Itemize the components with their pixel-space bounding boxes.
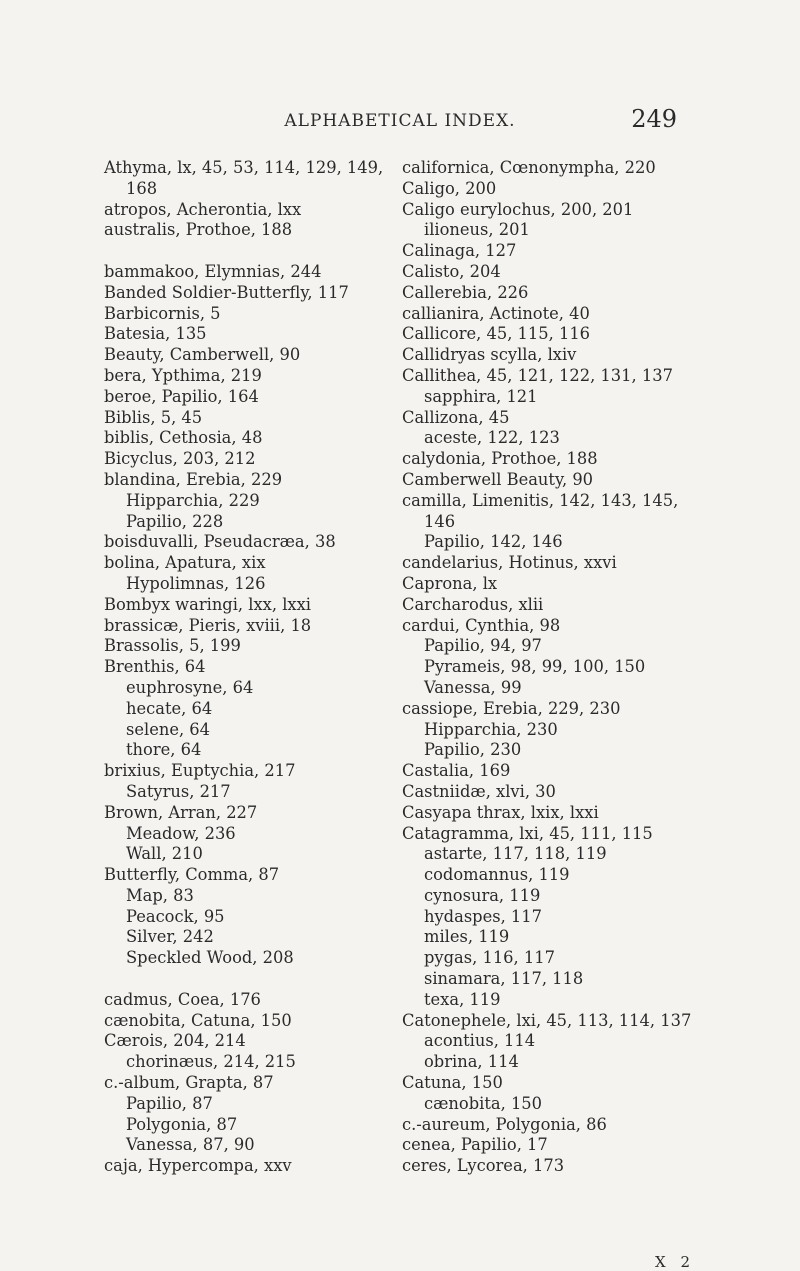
index-entry: Castalia, 169 [402, 761, 511, 781]
index-entry: ceres, Lycorea, 173 [402, 1156, 565, 1176]
index-entry: callianira, Actinote, 40 [402, 303, 590, 323]
index-entry: Callidryas scylla, lxiv [402, 345, 577, 365]
index-entry: Catagramma, lxi, 45, 111, 115 [402, 823, 653, 843]
index-subentry: texa, 119 [424, 989, 501, 1009]
index-entry: Brassolis, 5, 199 [104, 636, 241, 656]
index-entry: Camberwell Beauty, 90 [402, 469, 594, 489]
index-subentry: Pyrameis, 98, 99, 100, 150 [424, 657, 646, 677]
index-subentry: hecate, 64 [126, 698, 213, 718]
index-subentry: Meadow, 236 [126, 823, 236, 843]
index-entry: cænobita, Catuna, 150 [104, 1010, 292, 1030]
index-subentry: Satyrus, 217 [126, 781, 231, 801]
index-entry: Caligo eurylochus, 200, 201 [402, 199, 634, 219]
index-entry: Brenthis, 64 [104, 657, 206, 677]
index-subentry: sapphira, 121 [424, 386, 538, 406]
index-subentry: Vanessa, 99 [424, 677, 522, 697]
index-subentry: cænobita, 150 [424, 1093, 543, 1113]
index-entry: bammakoo, Elymnias, 244 [104, 261, 322, 281]
index-entry: cadmus, Coea, 176 [104, 989, 261, 1009]
index-entry: Calisto, 204 [402, 261, 501, 281]
index-subentry: thore, 64 [126, 740, 202, 760]
index-entry: Cærois, 204, 214 [104, 1031, 246, 1051]
index-entry: Bicyclus, 203, 212 [104, 449, 256, 469]
index-subentry: selene, 64 [126, 719, 211, 739]
index-entry: cassiope, Erebia, 229, 230 [402, 698, 621, 718]
index-subentry: codomannus, 119 [424, 865, 570, 885]
index-subentry: Map, 83 [126, 885, 194, 905]
index-subentry: Vanessa, 87, 90 [126, 1135, 255, 1155]
index-entry: beroe, Papilio, 164 [104, 386, 259, 406]
index-subentry: hydaspes, 117 [424, 906, 543, 926]
section-gap [104, 241, 379, 262]
index-entry: bolina, Apatura, xix [104, 553, 266, 573]
index-entry: blandina, Erebia, 229 [104, 469, 283, 489]
index-subentry: Papilio, 94, 97 [424, 636, 542, 656]
index-entry: Barbicornis, 5 [104, 303, 221, 323]
index-subentry: euphrosyne, 64 [126, 677, 254, 697]
page-header [0, 103, 800, 139]
index-entry: cenea, Papilio, 17 [402, 1135, 548, 1155]
index-column-right [402, 158, 707, 1177]
index-entry: Butterfly, Comma, 87 [104, 865, 280, 885]
running-title: ALPHABETICAL INDEX. [284, 111, 516, 131]
index-subentry: Papilio, 87 [126, 1093, 213, 1113]
index-entry: boisduvalli, Pseudacræa, 38 [104, 532, 336, 552]
index-subentry: Papilio, 228 [126, 511, 224, 531]
index-entry: Callerebia, 226 [402, 282, 529, 302]
index-subentry: chorinæus, 214, 215 [126, 1052, 296, 1072]
index-entry: Batesia, 135 [104, 324, 207, 344]
index-entry: atropos, Acherontia, lxx [104, 199, 302, 219]
index-entry: caja, Hypercompa, xxv [104, 1156, 292, 1176]
index-entry: brixius, Euptychia, 217 [104, 761, 296, 781]
page-number: 249 [631, 105, 677, 133]
index-subentry: aceste, 122, 123 [424, 428, 560, 448]
index-subentry: obrina, 114 [424, 1052, 519, 1072]
index-entry: candelarius, Hotinus, xxvi [402, 553, 617, 573]
index-subentry: astarte, 117, 118, 119 [424, 844, 607, 864]
index-entry: Catuna, 150 [402, 1073, 503, 1093]
index-subentry: 168 [126, 178, 158, 198]
index-entry: australis, Prothoe, 188 [104, 220, 293, 240]
index-entry: Casyapa thrax, lxix, lxxi [402, 802, 599, 822]
index-entry: biblis, Cethosia, 48 [104, 428, 263, 448]
index-subentry: Hipparchia, 229 [126, 490, 260, 510]
index-subentry: Hypolimnas, 126 [126, 573, 266, 593]
index-subentry: miles, 119 [424, 927, 510, 947]
index-entry: Calinaga, 127 [402, 241, 517, 261]
index-entry: c.-aureum, Polygonia, 86 [402, 1114, 607, 1134]
index-subentry: 146 [424, 511, 456, 531]
index-subentry: acontius, 114 [424, 1031, 536, 1051]
index-entry: Castniidæ, xlvi, 30 [402, 781, 556, 801]
index-subentry: Polygonia, 87 [126, 1114, 238, 1134]
index-subentry: Hipparchia, 230 [424, 719, 558, 739]
index-subentry: sinamara, 117, 118 [424, 969, 584, 989]
index-column-left [104, 158, 384, 1177]
index-entry: Beauty, Camberwell, 90 [104, 345, 301, 365]
index-entry: camilla, Limenitis, 142, 143, 145, [402, 490, 679, 510]
index-entry: Caprona, lx [402, 573, 498, 593]
index-subentry: Papilio, 230 [424, 740, 522, 760]
index-subentry: pygas, 116, 117 [424, 948, 555, 968]
index-entry: Callizona, 45 [402, 407, 510, 427]
index-subentry: ilioneus, 201 [424, 220, 530, 240]
index-entry: calydonia, Prothoe, 188 [402, 449, 598, 469]
index-entry: Carcharodus, xlii [402, 594, 544, 614]
index-entry: Caligo, 200 [402, 178, 497, 198]
index-subentry: cynosura, 119 [424, 885, 541, 905]
index-subentry: Speckled Wood, 208 [126, 948, 294, 968]
index-subentry: Silver, 242 [126, 927, 214, 947]
index-entry: Catonephele, lxi, 45, 113, 114, 137 [402, 1010, 692, 1030]
index-entry: Banded Soldier-Butterfly, 117 [104, 282, 349, 302]
index-entry: Brown, Arran, 227 [104, 802, 258, 822]
index-entry: cardui, Cynthia, 98 [402, 615, 561, 635]
index-entry: Callicore, 45, 115, 116 [402, 324, 591, 344]
index-entry: Biblis, 5, 45 [104, 407, 203, 427]
section-gap [104, 969, 379, 990]
index-entry: Athyma, lx, 45, 53, 114, 129, 149, [104, 158, 384, 177]
index-subentry: Peacock, 95 [126, 906, 225, 926]
index-entry: californica, Cœnonympha, 220 [402, 158, 656, 177]
index-subentry: Wall, 210 [126, 844, 203, 864]
index-subentry: Papilio, 142, 146 [424, 532, 563, 552]
index-entry: brassicæ, Pieris, xviii, 18 [104, 615, 312, 635]
index-entry: bera, Ypthima, 219 [104, 365, 262, 385]
signature-mark: X 2 [655, 1253, 695, 1271]
index-entry: Bombyx waringi, lxx, lxxi [104, 594, 311, 614]
index-entry: Callithea, 45, 121, 122, 131, 137 [402, 365, 673, 385]
index-entry: c.-album, Grapta, 87 [104, 1073, 274, 1093]
